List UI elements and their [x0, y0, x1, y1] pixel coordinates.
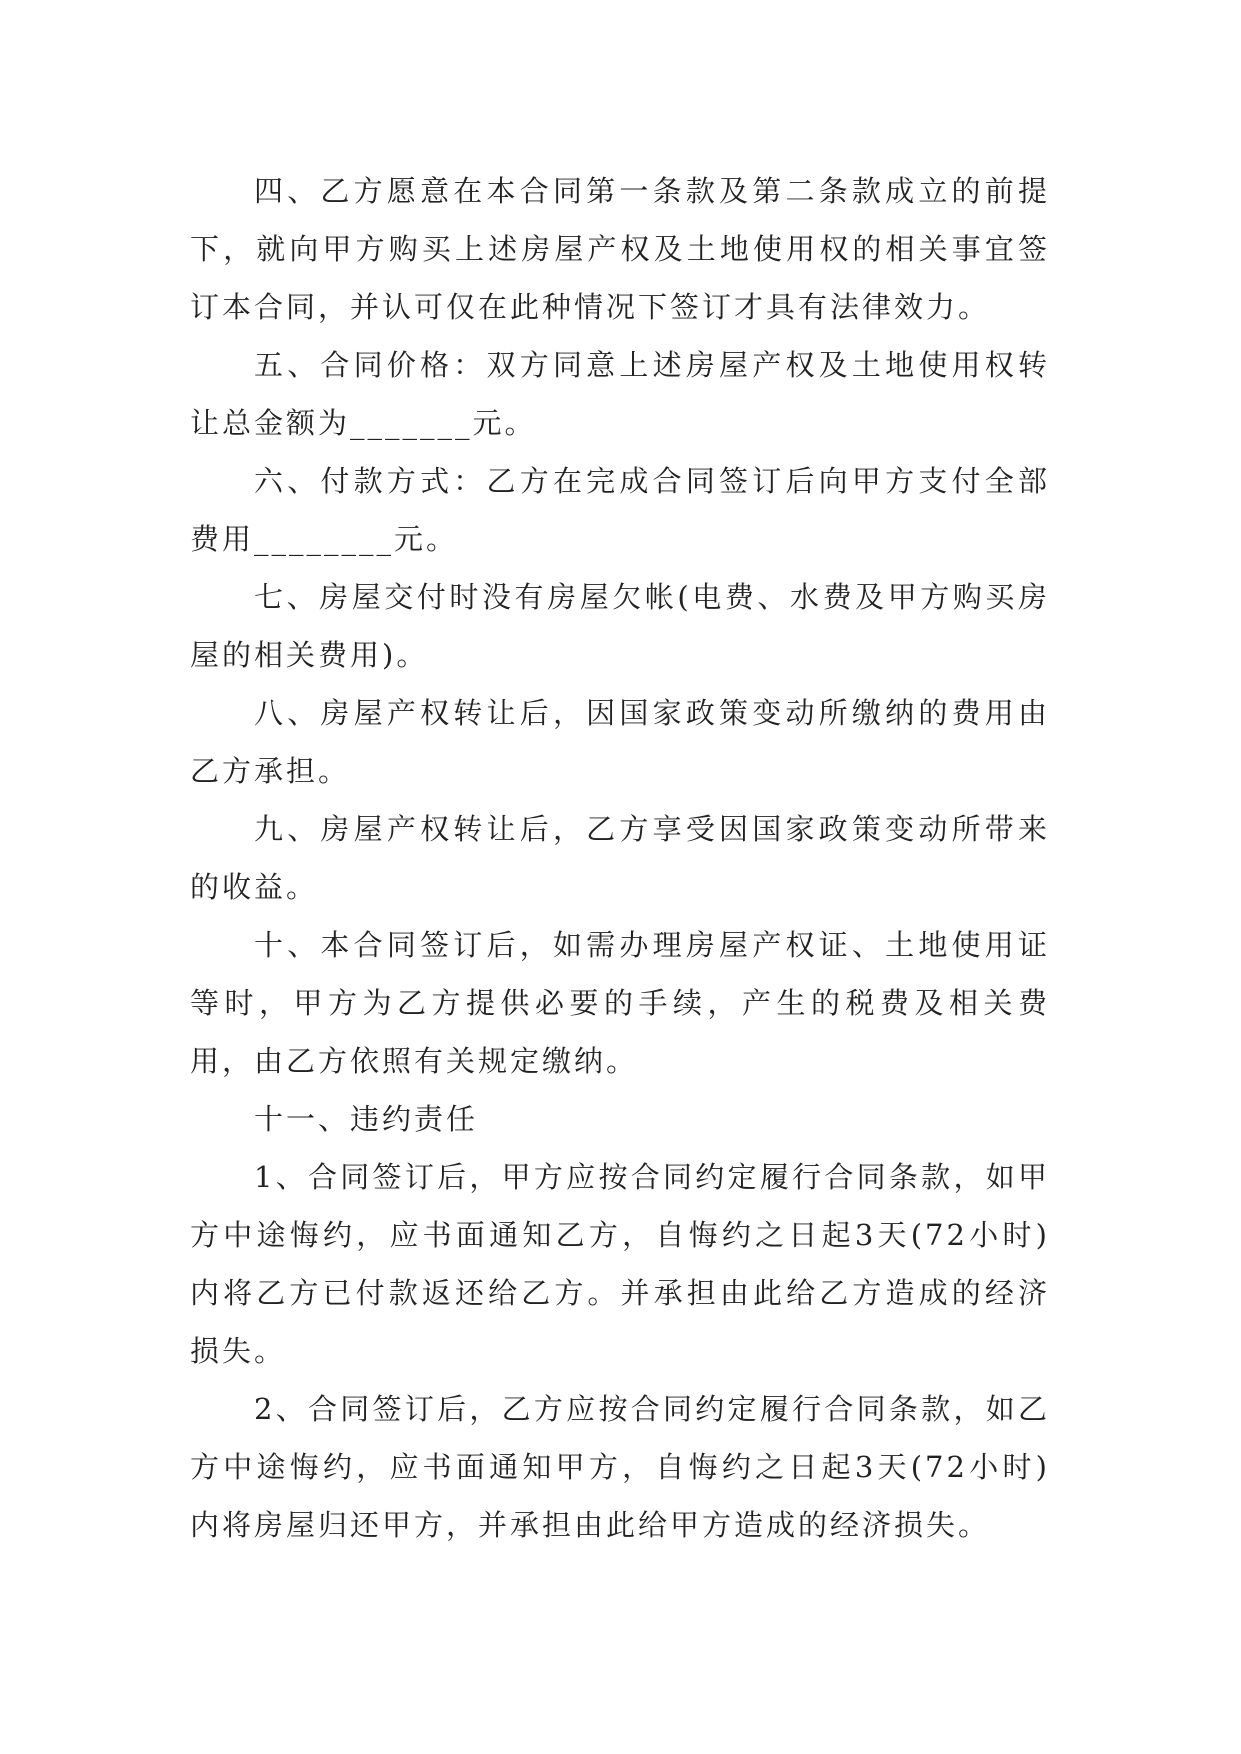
- clause-8: 八、房屋产权转让后，因国家政策变动所缴纳的费用由乙方承担。: [190, 696, 1050, 788]
- clause-6-payment: 六、付款方式：乙方在完成合同签订后向甲方支付全部费用________元。: [190, 464, 1050, 556]
- clause-11-heading: 十一、违约责任: [254, 1102, 479, 1136]
- clause-7-delivery: 七、房屋交付时没有房屋欠帐(电费、水费及甲方购买房屋的相关费用)。: [190, 580, 1050, 672]
- clause-9: 九、房屋产权转让后，乙方享受因国家政策变动所带来的收益。: [190, 812, 1050, 904]
- clause-11-item-2: 2、合同签订后，乙方应按合同约定履行合同条款，如乙方中途悔约，应书面通知甲方，自悔约之日起3天(72小时)内将房屋归还甲方，并承担由此给甲方造成的经济损失。: [190, 1392, 1050, 1542]
- document-body: [190, 162, 1050, 1554]
- clause-10: 十、本合同签订后，如需办理房屋产权证、土地使用证等时，甲方为乙方提供必要的手续，产生的税费及相关费用，由乙方依照有关规定缴纳。: [190, 928, 1050, 1078]
- clause-11-item-1: 1、合同签订后，甲方应按合同约定履行合同条款，如甲方中途悔约，应书面通知乙方，自悔约之日起3天(72小时)内将乙方已付款返还给乙方。并承担由此给乙方造成的经济损失。: [190, 1160, 1050, 1368]
- clause-4: 四、乙方愿意在本合同第一条款及第二条款成立的前提下，就向甲方购买上述房屋产权及土地使用权的相关事宜签订本合同，并认可仅在此种情况下签订才具有法律效力。: [190, 174, 1050, 324]
- clause-5-price: 五、合同价格：双方同意上述房屋产权及土地使用权转让总金额为_______元。: [190, 348, 1050, 440]
